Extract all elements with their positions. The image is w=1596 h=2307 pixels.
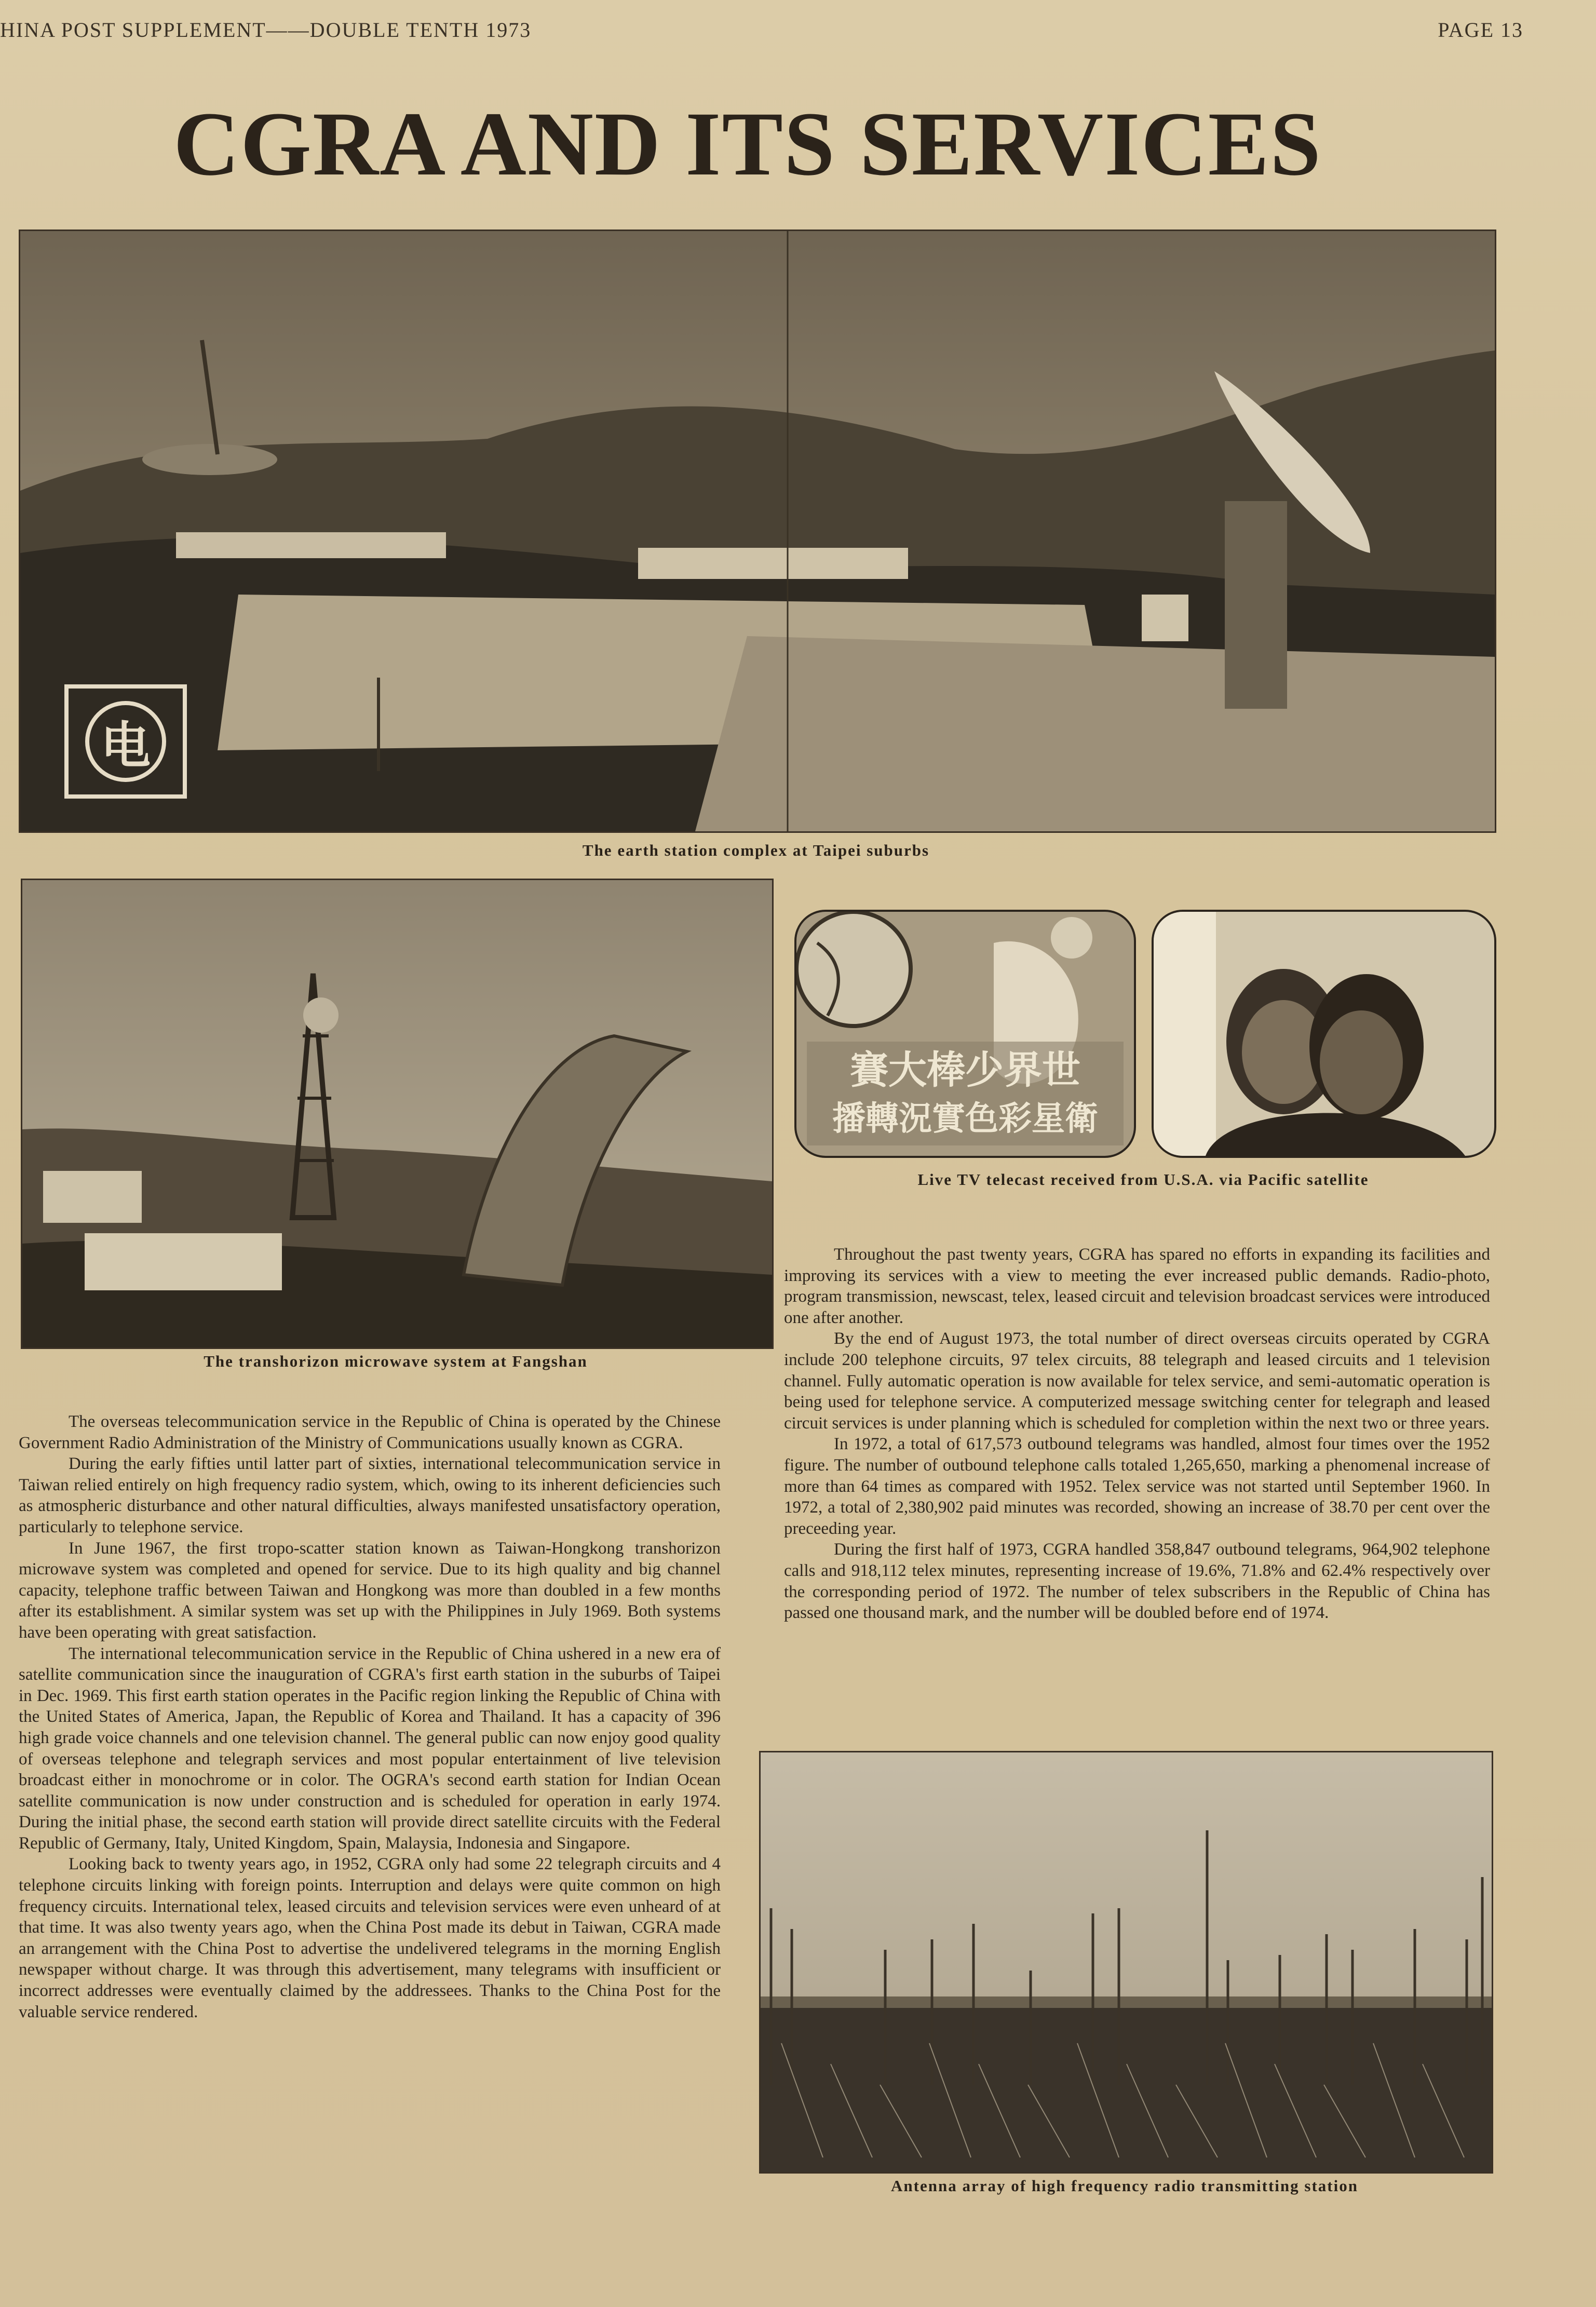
article-left-column [19,1411,721,2190]
tv-frame-players [1152,910,1496,1158]
article-right-column [784,1244,1490,1732]
tv-telecast-caption: Live TV telecast received from U.S.A. via Pacific satellite [917,1170,1369,1189]
article-paragraph: During the first half of 1973, CGRA handled 358,847 outbound telegrams, 964,902 telephone calls and 918,112 telex minutes, representing increase of 19.6%, 71.8% and 62.4% respectively over the corresponding period of 1972. The number of telex subscribers in the Republic of China has passed one thousand mark, and the number will be doubled before end of 1974. [784,1540,1490,1623]
cgra-logo [64,684,187,799]
transhorizon-photo [21,879,774,1349]
logo-glyph: 电 [85,701,166,782]
tv-screen-text-line1: 賽大棒少界世 [850,1048,1080,1092]
tv-screen-text-line2: 播轉況實色彩星衛 [832,1100,1098,1138]
article-paragraph: Throughout the past twenty years, CGRA has spared no efforts in expanding its facilities and improving its services with a view to meeting the ever increased public demands. Radio-photo, program transmission, newscast, telex, leased circuit and television broadcast services were introduced one after another. [784,1245,1490,1327]
article-paragraph: In June 1967, the first tropo-scatter station known as Taiwan-Hongkong transhorizon microwave system was completed and opened for service. Due to its high quality and big channel capacity, telephone traffic between Taiwan and Hongkong was more than doubled in a few months after its establishment. A similar system was set up with the Philippines in July 1969. Both systems have been operating with great satisfaction. [19,1539,721,1642]
earth-station-photo [19,230,1496,833]
headline: CGRA AND ITS SERVICES [173,93,1322,195]
article-paragraph: In 1972, a total of 617,573 outbound telegrams was handled, almost four times over the 1952 figure. The number of outbound telephone calls totaled 1,265,650, marking a phenomenal increase of more than 64 times as compared with 1952. Telex service was not started until September 1960. In 1972, a total of 2,380,902 paid minutes was recorded, showing an increase of 38.70 per cent over the preceeding year. [784,1435,1490,1538]
article-paragraph: The international telecommunication service in the Republic of China ushered in a new era of satellite communication since the inauguration of CGRA's first earth station in the suburbs of Taipei in Dec. 1969. This first earth station operates in the Pacific region linking the Republic of China with the United States of America, Japan, the Republic of Korea and Thailand. It has a capacity of 396 high grade voice channels and one television channel. The general public can now enjoy good quality of overseas telephone and telegraph services and most popular entertainment of live television broadcast either in monochrome or in color. The OGRA's second earth station for Indian Ocean satellite communication is now under construction and is scheduled for operation in early 1974. During the initial phase, the second earth station will provide direct satellite circuits with the Federal Republic of Germany, Italy, United Kingdom, Spain, Malaysia, Indonesia and Singapore. [19,1644,721,1853]
page-number: PAGE 13 [1438,18,1523,42]
article-paragraph: The overseas telecommunication service in the Republic of China is operated by the Chinese Government Radio Administration of the Ministry of Communications usually known as CGRA. [19,1412,721,1452]
running-header: HINA POST SUPPLEMENT——DOUBLE TENTH 1973 [0,18,532,42]
article-paragraph: Looking back to twenty years ago, in 1952, CGRA only had some 22 telegraph circuits and 4 telephone circuits linking with foreign points. Interruption and delays were quite common on high frequency circuits. International telex, leased circuits and television services were even unheard of at that time. It was also twenty years ago, when the China Post made its debut in Taiwan, CGRA made an arrangement with the China Post to advertise the undelivered telegrams in the morning English newspaper without charge. It was through this advertisement, many telegrams with insufficient or incorrect addresses were eventually claimed by the addressees. Thanks to the China Post for the valuable service rendered. [19,1855,721,2021]
article-paragraph: During the early fifties until latter part of sixties, international telecommunication service in Taiwan relied entirely on high frequency radio system, which, owing to its inherent deficiencies such as atmospheric disturbance and other natural difficulties, always manifested unsatisfactory operation, particularly to telephone service. [19,1454,721,1536]
antenna-array-photo [759,1751,1493,2174]
article-paragraph: By the end of August 1973, the total number of direct overseas circuits operated by CGRA include 200 telephone circuits, 97 telex circuits, 88 telegraph and leased circuits and 1 television channel. Fully automatic operation is now available for telex service, and semi-automatic operation is being used for telephone service. A computerized message switching center for telegraph and leased circuit services is under planning which is scheduled for completion within the next two or three years. [784,1329,1490,1433]
transhorizon-caption: The transhorizon microwave system at Fangshan [204,1352,588,1370]
earth-station-caption: The earth station complex at Taipei suburbs [582,841,930,859]
antenna-array-caption: Antenna array of high frequency radio transmitting station [891,2177,1358,2195]
tv-frame-baseball [794,910,1136,1158]
